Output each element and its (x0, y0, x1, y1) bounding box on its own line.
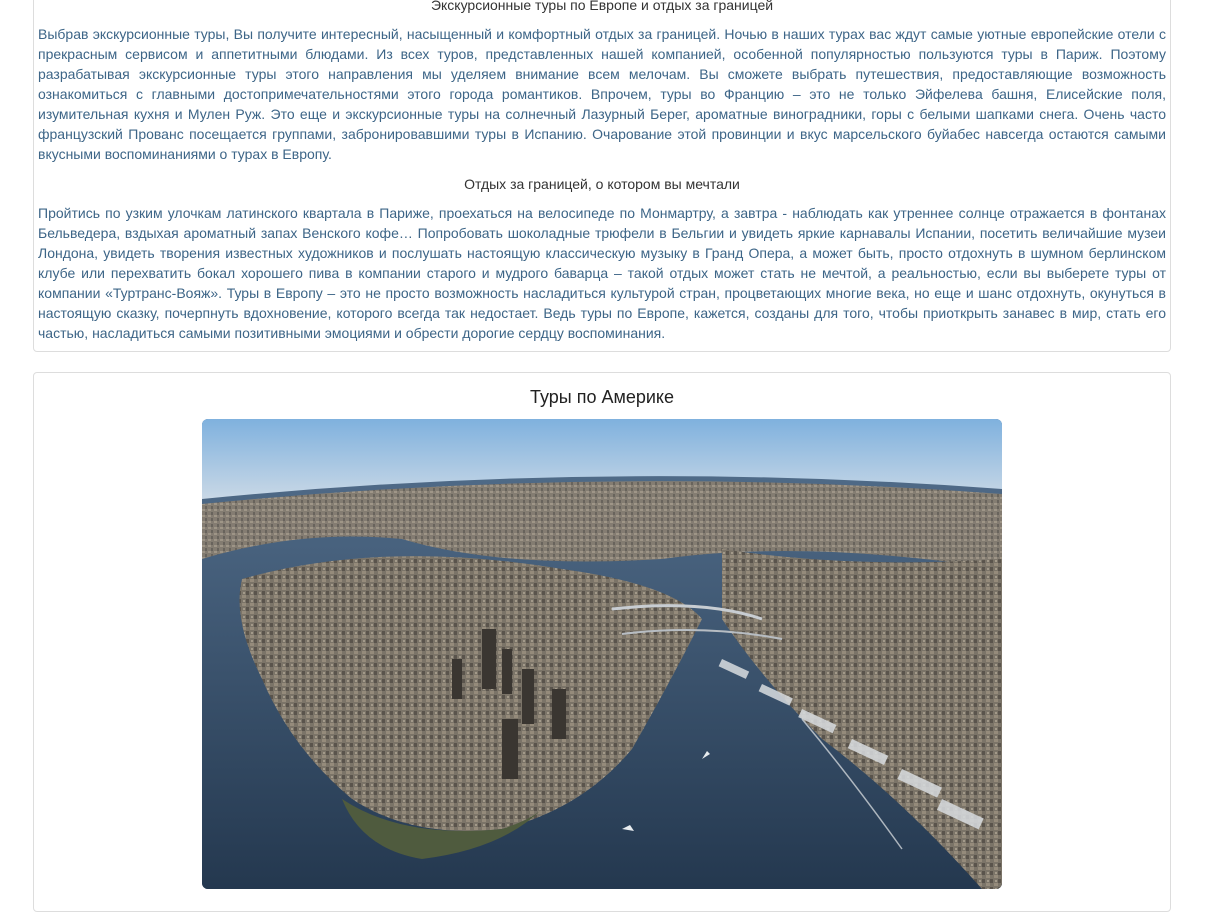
dream-vacation-heading: Отдых за границей, о котором вы мечтали (464, 176, 740, 192)
america-tours-title[interactable]: Туры по Америке (529, 387, 675, 407)
europe-tours-panel (33, 0, 1171, 352)
new-york-aerial-photo[interactable] (202, 419, 1002, 889)
america-tours-panel (33, 372, 1171, 912)
europe-tours-heading: Экскурсионные туры по Европе и отдых за границей (430, 0, 774, 13)
europe-tours-paragraph-1: Выбрав экскурсионные туры, Вы получите интересный, насыщенный и комфортный отдых за границей. Ночью в наших турах вас ждут самые уютные европейские отели с прекрасным сервисом и аппетитными блюдами. Из всех туров, представленных нашей компанией, особенной популярностью пользуются туры в Париж. Поэтому разрабатывая экскурсионные туры этого направления мы уделяем внимание всем мелочам. Вы сможете выбрать путешествия, предоставляющие возможность ознакомиться с главными достопримечательностями этого города романтиков. Впрочем, туры во Францию – это не только Эйфелева башня, Елисейские поля, изумительная кухня и Мулен Руж. Это еще и экскурсионные туры на солнечный Лазурный Берег, ароматные виноградники, горы с белыми шапками снега. Очень часто французский Прованс посещается группами, забронировавшими туры в Испанию. Очарование этой провинции и вкус марсельского буйабес навсегда остаются самыми вкусными воспоминаниями о турах в Европу. (38, 26, 1166, 162)
new-york-aerial-illustration (202, 419, 1002, 889)
europe-tours-paragraph-2: Пройтись по узким улочкам латинского квартала в Париже, проехаться на велосипеде по Монмартру, а завтра - наблюдать как утреннее солнце отражается в фонтанах Бельведера, вздыхая ароматный запах Венского кофе… Попробовать шоколадные трюфели в Бельгии и увидеть яркие карнавалы Испании, посетить величайшие музеи Лондона, увидеть творения известных художников и послушать настоящую классическую музыку в Гранд Опера, а может быть, просто отдохнуть в шумном берлинском клубе или перехватить бокал хорошего пива в компании старого и мудрого баварца – такой отдых может стать не мечтой, а реальностью, если вы выберете туры от компании «Туртранс-Вояж». Туры в Европу – это не просто возможность насладиться культурой стран, процветающих многие века, но еще и шанс отдохнуть, окунуться в настоящую сказку, почерпнуть вдохновение, которого всегда так недостает. Ведь туры по Европе, кажется, созданы для того, чтобы приоткрыть занавес в мир, стать его частью, насладиться самыми позитивными эмоциями и обрести дорогие сердцу воспоминания. (38, 205, 1166, 341)
